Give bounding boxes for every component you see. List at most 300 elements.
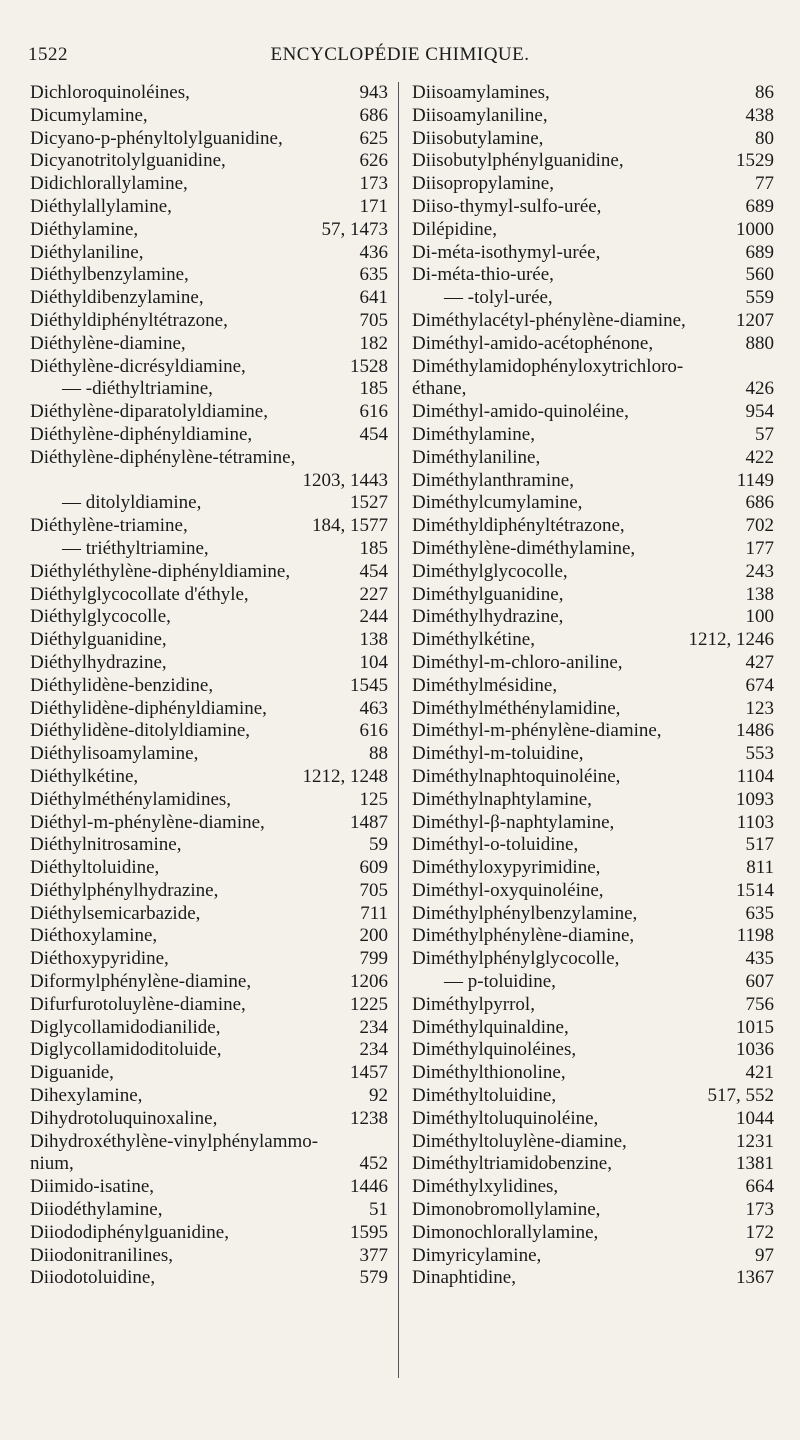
entry-page-ref: 125 [359,788,388,810]
entry-page-ref: 138 [745,583,774,605]
index-entry [412,1017,774,1040]
entry-name: Diméthylkétine, [412,629,535,651]
entry-page-ref: 185 [359,537,388,559]
entry-page-ref: 57, 1473 [321,218,388,240]
entry-name: Diimido-isatine, [30,1176,155,1198]
index-entry [30,1245,388,1268]
entry-name: Diméthylphénylglycocolle, [412,948,620,970]
entry-page-ref: 579 [359,1267,388,1289]
entry-page-ref: 689 [745,195,774,217]
entry-name: Dimonobromollylamine, [412,1199,601,1221]
entry-name: Diméthylglycocolle, [412,560,568,582]
index-entry [412,971,774,994]
entry-name: — p-toluidine, [444,971,556,993]
index-entry [30,515,388,538]
entry-name: Dimonochlorallylamine, [412,1221,599,1243]
entry-page-ref: 635 [745,902,774,924]
entry-page-ref: 1527 [350,492,388,514]
entry-page-ref: 182 [359,332,388,354]
index-entry [30,264,388,287]
entry-name: — triéthyltriamine, [62,537,209,559]
entry-name: nium, [30,1153,74,1175]
entry-name: Diméthyldiphényltétrazone, [412,515,625,537]
entry-page-ref: 954 [745,401,774,423]
index-entry [30,584,388,607]
index-entry [30,310,388,333]
entry-page-ref: 686 [745,492,774,514]
entry-name: Diméthylcumylamine, [412,492,583,514]
entry-page-ref: 88 [369,743,388,765]
entry-page-ref: 553 [745,743,774,765]
entry-name: Diéthyl-m-phénylène-diamine, [30,811,265,833]
entry-page-ref: 686 [359,104,388,126]
entry-page-ref: 435 [745,948,774,970]
entry-page-ref: 1015 [736,1016,774,1038]
index-entry [412,470,774,493]
entry-page-ref: 705 [359,879,388,901]
entry-page-ref: 51 [369,1199,388,1221]
right-index-column [412,82,774,1290]
index-entry [30,1108,388,1131]
index-entry [30,1267,388,1290]
entry-name: Diéthylglycocollate d'éthyle, [30,583,249,605]
index-entry [30,971,388,994]
index-entry [30,333,388,356]
entry-page-ref: 200 [359,925,388,947]
entry-name: Diméthylquinoléines, [412,1039,577,1061]
index-entry [30,378,388,401]
entry-name: Diméthylhydrazine, [412,606,564,628]
entry-name: Diéthylguanidine, [30,629,167,651]
entry-page-ref: 92 [369,1085,388,1107]
index-entry [30,629,388,652]
index-entry [30,470,388,493]
index-entry [412,743,774,766]
entry-page-ref: 705 [359,309,388,331]
index-entry [30,789,388,812]
index-entry [412,1222,774,1245]
index-entry [412,720,774,743]
index-entry [412,584,774,607]
entry-page-ref: 100 [745,606,774,628]
index-entry [30,743,388,766]
entry-name: Diéthylène-diphénylène-tétramine, [30,446,296,468]
entry-page-ref: 674 [745,674,774,696]
index-entry [30,561,388,584]
entry-page-ref: 1381 [736,1153,774,1175]
entry-page-ref: 517 [745,834,774,856]
entry-page-ref: 811 [746,857,774,879]
entry-page-ref: 641 [359,287,388,309]
entry-name: Dilépidine, [412,218,497,240]
entry-page-ref: 177 [745,537,774,559]
entry-name: Dimyricylamine, [412,1244,542,1266]
entry-name: Diméthyl-o-toluidine, [412,834,579,856]
index-entry [30,287,388,310]
entry-name: Dihexylamine, [30,1085,143,1107]
entry-page-ref: 454 [359,423,388,445]
entry-page-ref: 1207 [736,309,774,331]
entry-page-ref: 1000 [736,218,774,240]
entry-page-ref: 1231 [736,1130,774,1152]
entry-page-ref: 77 [755,173,774,195]
entry-page-ref: 1528 [350,355,388,377]
index-entry [412,492,774,515]
index-entry [412,561,774,584]
index-entry [30,880,388,903]
index-entry [30,1017,388,1040]
entry-page-ref: 1238 [350,1107,388,1129]
entry-page-ref: 426 [745,378,774,400]
entry-name: Dicumylamine, [30,104,148,126]
index-entry [412,1108,774,1131]
index-entry [412,766,774,789]
entry-page-ref: 1529 [736,150,774,172]
entry-page-ref: 1212, 1248 [302,765,388,787]
index-entry [30,105,388,128]
entry-page-ref: 1367 [736,1267,774,1289]
entry-page-ref: 438 [745,104,774,126]
entry-page-ref: 97 [755,1244,774,1266]
index-entry [412,128,774,151]
entry-name: Diéthylphénylhydrazine, [30,879,219,901]
entry-page-ref: 609 [359,857,388,879]
entry-page-ref: 436 [359,241,388,263]
entry-page-ref: 171 [359,195,388,217]
index-entry [30,447,388,470]
entry-name: Diméthyltoluidine, [412,1085,557,1107]
entry-page-ref: 1212, 1246 [688,629,774,651]
index-entry [30,698,388,721]
entry-name: Diglycollamidoditoluide, [30,1039,222,1061]
index-entry [412,789,774,812]
entry-name: Diformylphénylène-diamine, [30,971,252,993]
entry-page-ref: 80 [755,127,774,149]
entry-name: — ditolyldiamine, [62,492,202,514]
index-entry [412,356,774,379]
entry-name: Diéthoxypyridine, [30,948,169,970]
index-entry [412,1176,774,1199]
index-entry [412,401,774,424]
index-entry [412,698,774,721]
index-entry [30,424,388,447]
entry-page-ref: 234 [359,1016,388,1038]
entry-page-ref: 1044 [736,1107,774,1129]
entry-page-ref: 184, 1577 [312,515,388,537]
entry-name: Diéthylène-dicrésyldiamine, [30,355,246,377]
index-entry [30,356,388,379]
index-entry [412,287,774,310]
entry-name: Diméthyl-m-toluidine, [412,743,584,765]
entry-name: Diéthylkétine, [30,765,139,787]
index-entry [412,515,774,538]
entry-name: Diisobutylamine, [412,127,544,149]
page-header [28,44,772,72]
entry-page-ref: 234 [359,1039,388,1061]
entry-name: Diméthyl-m-chloro-aniline, [412,651,623,673]
entry-name: Diméthylamine, [412,423,535,445]
entry-name: Diéthylamine, [30,218,139,240]
entry-page-ref: 1595 [350,1221,388,1243]
entry-name: Diméthylaniline, [412,446,541,468]
entry-name: Diéthylidène-ditolyldiamine, [30,720,251,742]
entry-name: Diéthylsemicarbazide, [30,902,201,924]
index-entry [412,310,774,333]
index-entry [30,219,388,242]
entry-name: Diméthyl-amido-acétophénone, [412,332,654,354]
entry-name: Dinaphtidine, [412,1267,516,1289]
entry-page-ref: 104 [359,651,388,673]
entry-name: Diiodonitranilines, [30,1244,174,1266]
entry-page-ref: 452 [359,1153,388,1175]
entry-name: Diméthyltoluquinoléine, [412,1107,599,1129]
index-entry [30,766,388,789]
index-entry [412,994,774,1017]
entry-name: Dihydroxéthylène-vinylphénylammo- [30,1130,319,1152]
entry-page-ref: 377 [359,1244,388,1266]
index-entry [30,1062,388,1085]
index-entry [412,925,774,948]
entry-name: Diisoamylamines, [412,82,550,103]
index-entry [30,1153,388,1176]
entry-page-ref: 59 [369,834,388,856]
entry-page-ref: 427 [745,651,774,673]
entry-page-ref: 943 [359,82,388,103]
index-entry [30,652,388,675]
entry-name: Diisoamylaniline, [412,104,548,126]
entry-name: Diméthylphénylbenzylamine, [412,902,638,924]
entry-name: Diéthylène-triamine, [30,515,188,537]
column-divider [398,82,399,1378]
entry-page-ref: 635 [359,264,388,286]
index-entry [412,1267,774,1290]
index-entry [412,105,774,128]
entry-name: Diméthyl-β-naphtylamine, [412,811,615,833]
index-entry [412,1153,774,1176]
entry-page-ref: 173 [745,1199,774,1221]
entry-page-ref: 607 [745,971,774,993]
entry-name: Didichlorallylamine, [30,173,188,195]
entry-name: Diiodotoluidine, [30,1267,156,1289]
entry-page-ref: 422 [745,446,774,468]
entry-name: Diméthyl-amido-quinoléine, [412,401,629,423]
entry-page-ref: 560 [745,264,774,286]
index-entry [412,606,774,629]
entry-name: Diéthylnitrosamine, [30,834,182,856]
entry-page-ref: 1514 [736,879,774,901]
entry-name: Diéthylglycocolle, [30,606,171,628]
entry-page-ref: 711 [360,902,388,924]
entry-page-ref: 57 [755,423,774,445]
index-entry [412,447,774,470]
index-entry [412,1245,774,1268]
index-entry [412,948,774,971]
entry-page-ref: 1457 [350,1062,388,1084]
index-entry [30,925,388,948]
entry-name: Dicyanotritolylguanidine, [30,150,226,172]
entry-name: Diéthylhydrazine, [30,651,167,673]
index-entry [30,196,388,219]
entry-page-ref: 625 [359,127,388,149]
entry-name: Diéthoxylamine, [30,925,158,947]
index-entry [30,675,388,698]
entry-name: Diéthylène-diparatolyldiamine, [30,401,268,423]
entry-name: Diméthylquinaldine, [412,1016,569,1038]
index-entry [30,1131,388,1154]
index-entry [30,1199,388,1222]
index-entry [30,82,388,105]
entry-name: Diisobutylphénylguanidine, [412,150,624,172]
index-entry [412,1085,774,1108]
entry-name: Diméthylméthénylamidine, [412,697,621,719]
entry-page-ref: 756 [745,993,774,1015]
entry-name: Diméthylphénylène-diamine, [412,925,635,947]
entry-page-ref: 172 [745,1221,774,1243]
index-entry [30,1039,388,1062]
entry-name: Diméthylanthramine, [412,469,574,491]
entry-name: — -diéthyltriamine, [62,378,213,400]
index-entry [30,150,388,173]
left-index-column [30,82,388,1290]
entry-page-ref: 421 [745,1062,774,1084]
entry-name: Diméthylnaphtylamine, [412,788,592,810]
entry-page-ref: 616 [359,401,388,423]
entry-page-ref: 1225 [350,993,388,1015]
entry-name: Diméthylguanidine, [412,583,564,605]
entry-name: Diiodéthylamine, [30,1199,163,1221]
page-number: 1522 [28,44,68,65]
entry-page-ref: 1203, 1443 [302,469,388,491]
entry-page-ref: 1149 [736,469,774,491]
entry-page-ref: 244 [359,606,388,628]
entry-page-ref: 1198 [736,925,774,947]
entry-page-ref: 173 [359,173,388,195]
entry-name: Dichloroquinoléines, [30,82,190,103]
entry-page-ref: 1104 [736,765,774,787]
entry-name: Diméthylacétyl-phénylène-diamine, [412,309,686,331]
index-entry [412,538,774,561]
index-entry [412,242,774,265]
entry-name: Diméthylène-diméthylamine, [412,537,636,559]
entry-page-ref: 1486 [736,720,774,742]
index-entry [412,675,774,698]
index-entry [412,629,774,652]
entry-name: Diméthylnaphtoquinoléine, [412,765,621,787]
entry-name: Diméthylamidophényloxytrichloro- [412,355,684,377]
entry-page-ref: 1036 [736,1039,774,1061]
entry-page-ref: 702 [745,515,774,537]
entry-page-ref: 799 [359,948,388,970]
entry-name: Diéthylbenzylamine, [30,264,189,286]
index-entry [30,834,388,857]
index-entry [412,82,774,105]
index-entry [412,652,774,675]
entry-name: Diéthyléthylène-diphényldiamine, [30,560,291,582]
index-entry [30,1085,388,1108]
entry-name: Diguanide, [30,1062,114,1084]
index-entry [412,1199,774,1222]
entry-name: Diméthylmésidine, [412,674,558,696]
index-entry [30,173,388,196]
entry-page-ref: 1093 [736,788,774,810]
entry-page-ref: 86 [755,82,774,103]
index-entry [30,1222,388,1245]
entry-page-ref: 1487 [350,811,388,833]
index-entry [412,333,774,356]
entry-name: Di-méta-isothymyl-urée, [412,241,601,263]
entry-name: Diéthylisoamylamine, [30,743,199,765]
entry-page-ref: 626 [359,150,388,172]
index-entry [412,812,774,835]
entry-name: Dicyano-p-phényltolylguanidine, [30,127,283,149]
entry-page-ref: 559 [745,287,774,309]
entry-name: — -tolyl-urée, [444,287,553,309]
index-entry [412,378,774,401]
index-entry [412,880,774,903]
entry-name: Diméthyl-oxyquinoléine, [412,879,604,901]
entry-name: Diéthylaniline, [30,241,144,263]
index-entry [30,492,388,515]
index-entry [30,242,388,265]
entry-name: Diméthylxylidines, [412,1176,559,1198]
entry-page-ref: 689 [745,241,774,263]
index-entry [30,994,388,1017]
entry-name: Diméthyl-m-phénylène-diamine, [412,720,662,742]
entry-name: Diéthylméthénylamidines, [30,788,232,810]
entry-page-ref: 1206 [350,971,388,993]
entry-name: Diéthyltoluidine, [30,857,160,879]
entry-page-ref: 463 [359,697,388,719]
index-entry [412,1062,774,1085]
index-entry [30,1176,388,1199]
entry-page-ref: 616 [359,720,388,742]
index-entry [412,150,774,173]
index-entry [412,424,774,447]
index-entry [412,857,774,880]
entry-page-ref: 454 [359,560,388,582]
entry-name: Di-méta-thio-urée, [412,264,554,286]
entry-page-ref: 227 [359,583,388,605]
entry-name: Diéthylallylamine, [30,195,172,217]
entry-page-ref: 664 [745,1176,774,1198]
entry-name: Dihydrotoluquinoxaline, [30,1107,218,1129]
index-entry [30,903,388,926]
entry-page-ref: 880 [745,332,774,354]
index-entry [30,606,388,629]
entry-page-ref: 185 [359,378,388,400]
index-entry [30,857,388,880]
entry-page-ref: 1446 [350,1176,388,1198]
index-entry [30,948,388,971]
entry-name: Diméthyloxypyrimidine, [412,857,601,879]
index-entry [412,196,774,219]
entry-page-ref: 138 [359,629,388,651]
index-entry [412,173,774,196]
index-entry [30,401,388,424]
entry-name: Diéthylène-diphényldiamine, [30,423,253,445]
index-entry [412,219,774,242]
entry-page-ref: 517, 552 [707,1085,774,1107]
entry-name: Diglycollamidodianilide, [30,1016,221,1038]
entry-name: Difurfurotoluylène-diamine, [30,993,246,1015]
entry-page-ref: 123 [745,697,774,719]
index-entry [30,538,388,561]
index-entry [30,720,388,743]
index-entry [412,834,774,857]
entry-name: Diéthylidène-diphényldiamine, [30,697,267,719]
entry-name: Diiso-thymyl-sulfo-urée, [412,195,602,217]
entry-page-ref: 1545 [350,674,388,696]
